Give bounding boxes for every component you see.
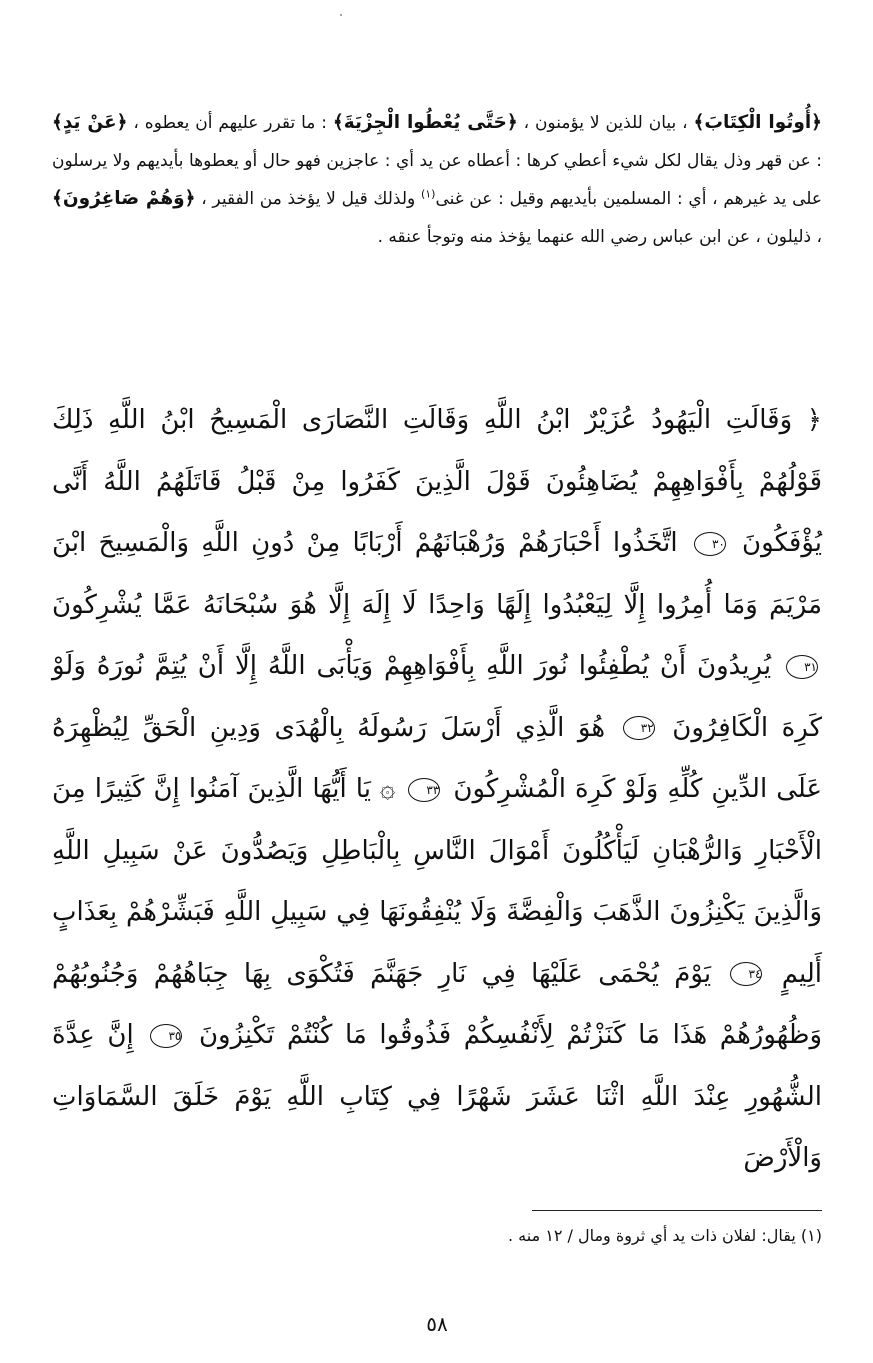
verse-text: اتَّخَذُوا أَحْبَارَهُمْ وَرُهْبَانَهُمْ أَرْبَابًا مِنْ دُونِ اللَّهِ وَالْمَسِيحَ ابْنَ مَرْيَمَ وَمَا أُمِرُوا إِلَّا لِيَعْبُدُوا إِلَهًا وَاحِدًا لَا إِلَهَ إِلَّا هُوَ سُبْحَانَهُ عَمَّا يُشْرِكُونَ	[52, 528, 822, 620]
commentary-text: ذليلون ، عن ابن عباس رضي الله عنهما يؤخذ منه وتوجأ عنقه .	[377, 227, 812, 247]
ayah-number: ٣٠	[694, 532, 726, 556]
quran-quote: ﴿وَهُمْ صَاغِرُونَ﴾	[52, 188, 196, 209]
commentary-text: عاجزين فهو حال أو يعطوها بأيديهم ولا يرسلون على يد غيرهم ، أي : المسلمين	[52, 151, 823, 209]
commentary-text: : ما تقرر عليهم أن	[195, 113, 333, 133]
ayah-number: ٣٢	[623, 716, 655, 740]
footnote-divider	[532, 1210, 822, 1211]
commentary-text: : عن قهر وذل يقال لكل شيء أعطي كرها : أعطاه عن يد أي :	[384, 151, 822, 171]
verse-text: إِنَّ عِدَّةَ الشُّهُورِ عِنْدَ اللَّهِ اثْنَا عَشَرَ شَهْرًا فِي كِتَابِ اللَّهِ يَوْمَ خَلَقَ السَّمَاوَاتِ وَالْأَرْضَ	[52, 1020, 822, 1173]
scan-speck	[340, 14, 342, 16]
verse-text: ﴿ وَقَالَتِ الْيَهُودُ عُزَيْرٌ ابْنُ اللَّهِ وَقَالَتِ النَّصَارَى الْمَسِيحُ ابْنُ اللَّهِ ذَلِكَ قَوْلُهُمْ بِأَفْوَاهِهِمْ يُضَاهِئُونَ قَوْلَ الَّذِينَ كَفَرُوا مِنْ قَبْلُ قَاتَلَهُمُ اللَّهُ أَنَّى يُؤْفَكُونَ	[52, 405, 823, 558]
ayah-number: ٣٥	[150, 1024, 182, 1048]
commentary-text: ،	[816, 227, 822, 247]
quran-quote: ﴿أُوتُوا الْكِتَابَ﴾	[693, 112, 822, 133]
footnote-marker: (١)	[420, 187, 436, 201]
commentary-text: يعطوه ،	[127, 113, 190, 133]
quran-verses	[52, 390, 822, 1190]
ayah-number: ٣٤	[730, 962, 762, 986]
quran-quote: ﴿عَنْ يَدٍ﴾	[52, 112, 128, 133]
ayah-number: ٣٣	[408, 778, 440, 802]
commentary-text: ، بيان للذين لا يؤمنون ،	[517, 113, 694, 133]
book-page	[52, 0, 822, 1363]
quran-quote: ﴿حَتَّى يُعْطُوا الْجِزْيَةَ﴾	[332, 112, 518, 133]
commentary-text: بأيديهم وقيل : عن غنى	[435, 189, 598, 209]
ayah-number: ٣١	[786, 655, 818, 679]
verse-text: هُوَ الَّذِي أَرْسَلَ رَسُولَهُ بِالْهُدَى وَدِينِ الْحَقِّ لِيُظْهِرَهُ عَلَى الدِّينِ كُلِّهِ وَلَوْ كَرِهَ الْمُشْرِكُونَ	[52, 712, 823, 804]
commentary-paragraph	[52, 104, 822, 256]
verse-text: يَوْمَ يُحْمَى عَلَيْهَا فِي نَارِ جَهَنَّمَ فَتُكْوَى بِهَا جِبَاهُهُمْ وَجُنُوبُهُمْ وَظُهُورُهُمْ هَذَا مَا كَنَزْتُمْ لِأَنْفُسِكُمْ فَذُوقُوا مَا كُنْتُمْ تَكْنِزُونَ	[52, 958, 823, 1050]
commentary-text: ولذلك قيل لا يؤخذ من الفقير ،	[195, 189, 421, 209]
verse-text: ۞ يَا أَيُّهَا الَّذِينَ آمَنُوا إِنَّ كَثِيرًا مِنَ الْأَحْبَارِ وَالرُّهْبَانِ لَيَأْكُلُونَ أَمْوَالَ النَّاسِ بِالْبَاطِلِ وَيَصُدُّونَ عَنْ سَبِيلِ اللَّهِ وَالَّذِينَ يَكْنِزُونَ الذَّهَبَ وَالْفِضَّةَ وَلَا يُنْفِقُونَهَا فِي سَبِيلِ اللَّهِ فَبَشِّرْهُمْ بِعَذَابٍ أَلِيمٍ	[52, 774, 823, 989]
footnote: (١) يقال: لفلان ذات يد أي ثروة ومال / ١٢ منه .	[507, 1226, 822, 1245]
verse-text: يُرِيدُونَ أَنْ يُطْفِئُوا نُورَ اللَّهِ بِأَفْوَاهِهِمْ وَيَأْبَى اللَّهُ إِلَّا أَنْ يُتِمَّ نُورَهُ وَلَوْ كَرِهَ الْكَافِرُونَ	[52, 651, 823, 743]
page-number: ٥٨	[426, 1312, 448, 1336]
